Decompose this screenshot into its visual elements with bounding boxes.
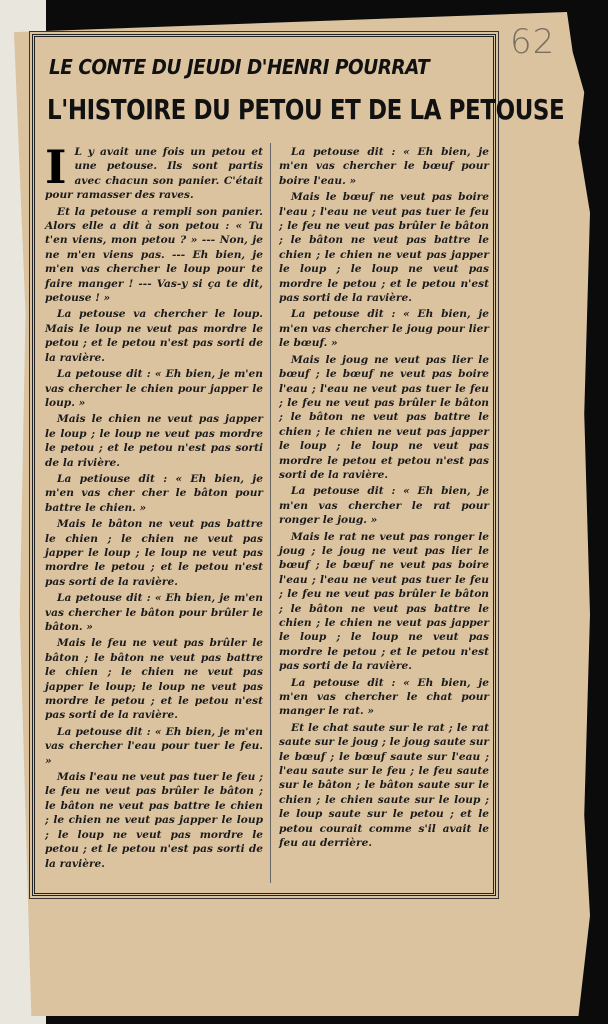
article-headline: L'HISTOIRE DU PETOU ET DE LA PETOUSE: [47, 93, 565, 126]
handwritten-page-number: 62: [510, 22, 556, 62]
article-paragraph: Mais le bâton ne veut pas battre le chien ; le chien ne veut pas japper le loup ; le loup ne veut pas mordre le petou ; et le petou n'est pas sorti de la ravière.: [45, 518, 263, 588]
article-paragraph: La petouse va chercher le loup. Mais le loup ne veut pas mordre le petou ; et le petou n'est pas sorti de la ravière.: [45, 308, 263, 364]
article-paragraph: Mais l'eau ne veut pas tuer le feu ; le feu ne veut pas brûler le bâton ; le bâton ne veut pas battre le chien ; le chien ne veut pas japper le loup ; le loup ne veut pas mordre le petou ; et le petou n'est pas sorti de la ravière.: [45, 771, 263, 870]
article-paragraph: Mais le rat ne veut pas ronger le joug ; le joug ne veut pas lier le bœuf ; le bœuf ne veut pas boire l'eau ; l'eau ne veut pas tuer le feu ; le feu ne veut pas brûler le bâton ; le bâton ne veut pas battre le chien ; le chien ne veut pas japper le loup ; le loup ne veut pas mordre le petou ; et le petou n'est pas sorti de la ravière.: [279, 530, 489, 673]
article-paragraph: Mais le chien ne veut pas japper le loup ; le loup ne veut pas mordre le petou ; et le petou n'est pas sorti de la rivière.: [45, 413, 263, 469]
article-paragraph: Mais le feu ne veut pas brûler le bâton ; le bâton ne veut pas battre le chien ; le chien ne veut pas japper le loup; le loup ne veut pas mordre le petou ; et le petou n'est pas sorti de la ravière.: [45, 637, 263, 722]
article-paragraph: Et la petouse a rempli son panier. Alors elle a dit à son petou : « Tu t'en viens, mon petou ? » --- Non, je ne m'en viens pas. --- Eh bien, je m'en vas chercher le loup pour te faire manger ! --- Vas-y si ça te dit, petouse ! »: [45, 205, 263, 305]
article-column-left: [45, 140, 263, 873]
drop-cap: I: [45, 140, 67, 194]
article-paragraph: La petouse dit : « Eh bien, je m'en vas chercher le chien pour japper le loup. »: [45, 368, 263, 409]
article-paragraph: La petouse dit : « Eh bien, je m'en vas chercher l'eau pour tuer le feu. »: [45, 725, 263, 767]
article-paragraph: La petouse dit : « Eh bien, je m'en vas chercher le bâton pour brûler le bâton. »: [45, 592, 263, 633]
article-column-right: [279, 145, 489, 853]
article-paragraph: Et le chat saute sur le rat ; le rat saute sur le joug ; le joug saute sur le bœuf ; le bœuf saute sur l'eau ; l'eau saute sur le feu ; le feu saute sur le bâton ; le bâton saute sur le chien ; le chien saute sur le loup ; le loup saute sur le petou ; et le petou courait comme s'il avait le feu au derrière.: [279, 721, 489, 850]
article-paragraph: La petouse dit : « Eh bien, je m'en vas chercher le rat pour ronger le joug. »: [279, 485, 489, 527]
article-paragraph: La petouse dit : « Eh bien, je m'en vas chercher le joug pour lier le bœuf. »: [279, 308, 489, 350]
article-paragraph: Mais le joug ne veut pas lier le bœuf ; le bœuf ne veut pas boire l'eau ; l'eau ne veut pas tuer le feu ; le feu ne veut pas brûler le bâton ; le bâton ne veut pas battre le chien ; le chien ne veut pas japper le loup ; le loup ne veut pas mordre le petou et petou n'est pas sorti de la ravière.: [279, 353, 489, 481]
column-divider: [270, 143, 271, 883]
article-paragraph: I L y avait une fois un petou et une petouse. Ils sont partis avec chacun son panier. C'était pour ramasser des raves.: [45, 140, 263, 202]
article-paragraph: La petouse dit : « Eh bien, je m'en vas chercher le bœuf pour boire l'eau. »: [279, 146, 489, 187]
article-paragraph: La petouse dit : « Eh bien, je m'en vas chercher le chat pour manger le rat. »: [279, 676, 489, 718]
article-paragraph: Mais le bœuf ne veut pas boire l'eau ; l'eau ne veut pas tuer le feu ; le feu ne veut pas brûler le bâton ; le bâton ne veut pas battre le chien ; le chien ne veut pas japper le loup ; le loup ne veut pas mordre le petou ; et le petou n'est pas sorti de la ravière.: [279, 191, 489, 305]
article-paragraph: La petiouse dit : « Eh bien, je m'en vas cher cher le bâton pour battre le chien. »: [45, 472, 263, 514]
article-kicker: LE CONTE DU JEUDI D'HENRI POURRAT: [49, 55, 430, 79]
